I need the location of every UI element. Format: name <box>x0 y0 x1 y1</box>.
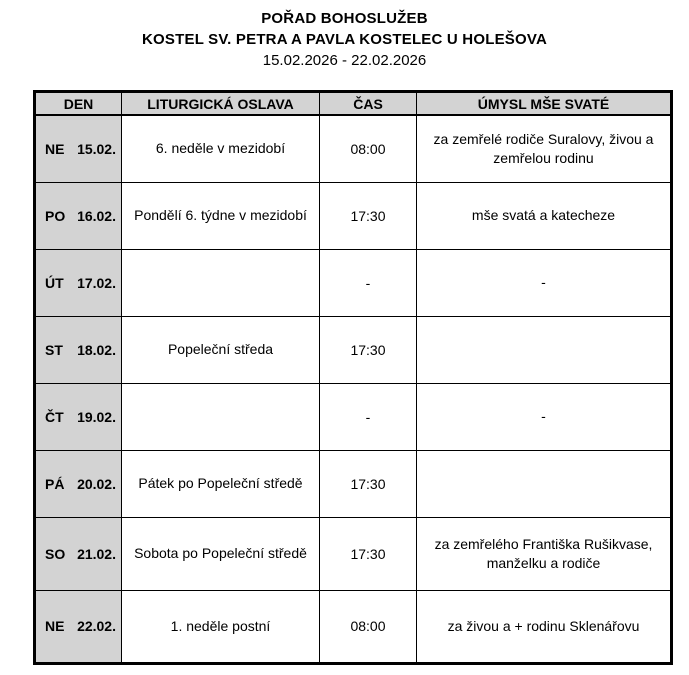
intention-cell: - <box>417 249 672 316</box>
table-row <box>35 517 672 590</box>
day-abbr: ST <box>45 341 63 358</box>
table-row <box>35 316 672 383</box>
column-header-liturgicka-oslava: LITURGICKÁ OSLAVA <box>122 92 320 116</box>
day-date: 21.02. <box>77 545 116 562</box>
table-row <box>35 590 672 663</box>
day-cell <box>35 115 122 182</box>
day-cell <box>35 590 122 663</box>
day-date: 20.02. <box>77 475 116 492</box>
time-cell: - <box>320 383 417 450</box>
table-row <box>35 249 672 316</box>
date-range: 15.02.2026 - 22.02.2026 <box>262 52 427 69</box>
time-cell: 17:30 <box>320 450 417 517</box>
day-abbr: PO <box>45 207 66 224</box>
celebration-cell: Popeleční středa <box>122 316 320 383</box>
time-cell: 17:30 <box>320 517 417 590</box>
celebration-cell: Sobota po Popeleční středě <box>122 517 320 590</box>
table-row <box>35 383 672 450</box>
intention-cell: za zemřelé rodiče Suralovy, živou a zemřelou rodinu <box>417 115 672 182</box>
intention-cell: za živou a + rodinu Sklenářovu <box>417 590 672 663</box>
table-row <box>35 450 672 517</box>
day-cell <box>35 182 122 249</box>
celebration-cell: Pondělí 6. týdne v mezidobí <box>122 182 320 249</box>
day-cell <box>35 383 122 450</box>
column-header-umysl: ÚMYSL MŠE SVATÉ <box>417 92 672 116</box>
column-header-cas: ČAS <box>320 92 417 116</box>
day-abbr: SO <box>45 545 66 562</box>
column-header-den: DEN <box>35 92 122 116</box>
day-cell <box>35 450 122 517</box>
day-cell <box>35 249 122 316</box>
time-cell: 17:30 <box>320 182 417 249</box>
celebration-cell: 1. neděle postní <box>122 590 320 663</box>
time-cell: 17:30 <box>320 316 417 383</box>
day-abbr: ÚT <box>45 274 64 291</box>
day-date: 17.02. <box>77 274 116 291</box>
celebration-cell <box>122 249 320 316</box>
day-cell <box>35 316 122 383</box>
document-header <box>0 0 689 71</box>
time-cell: - <box>320 249 417 316</box>
time-cell: 08:00 <box>320 115 417 182</box>
celebration-cell <box>122 383 320 450</box>
day-date: 16.02. <box>77 207 116 224</box>
day-abbr: NE <box>45 618 65 634</box>
celebration-cell: Pátek po Popeleční středě <box>122 450 320 517</box>
day-abbr: ČT <box>45 408 64 425</box>
day-date: 19.02. <box>77 408 116 425</box>
celebration-cell: 6. neděle v mezidobí <box>122 115 320 182</box>
day-abbr: PÁ <box>45 475 65 492</box>
intention-cell: za zemřelého Františka Rušikvase, manželku a rodiče <box>417 517 672 590</box>
intention-cell: mše svatá a katecheze <box>417 182 672 249</box>
table-row <box>35 115 672 182</box>
header-row <box>35 92 672 116</box>
day-date: 15.02. <box>77 140 116 157</box>
day-abbr: NE <box>45 140 65 157</box>
table-row <box>35 182 672 249</box>
day-date: 18.02. <box>77 341 116 358</box>
schedule-table <box>33 90 673 665</box>
page-subtitle: KOSTEL SV. PETRA A PAVLA KOSTELEC U HOLEŠOVA <box>142 31 547 48</box>
intention-cell <box>417 316 672 383</box>
time-cell: 08:00 <box>320 590 417 663</box>
day-date: 22.02. <box>77 618 116 634</box>
intention-cell: - <box>417 383 672 450</box>
intention-cell <box>417 450 672 517</box>
day-cell <box>35 517 122 590</box>
page-title: POŘAD BOHOSLUŽEB <box>261 10 428 27</box>
